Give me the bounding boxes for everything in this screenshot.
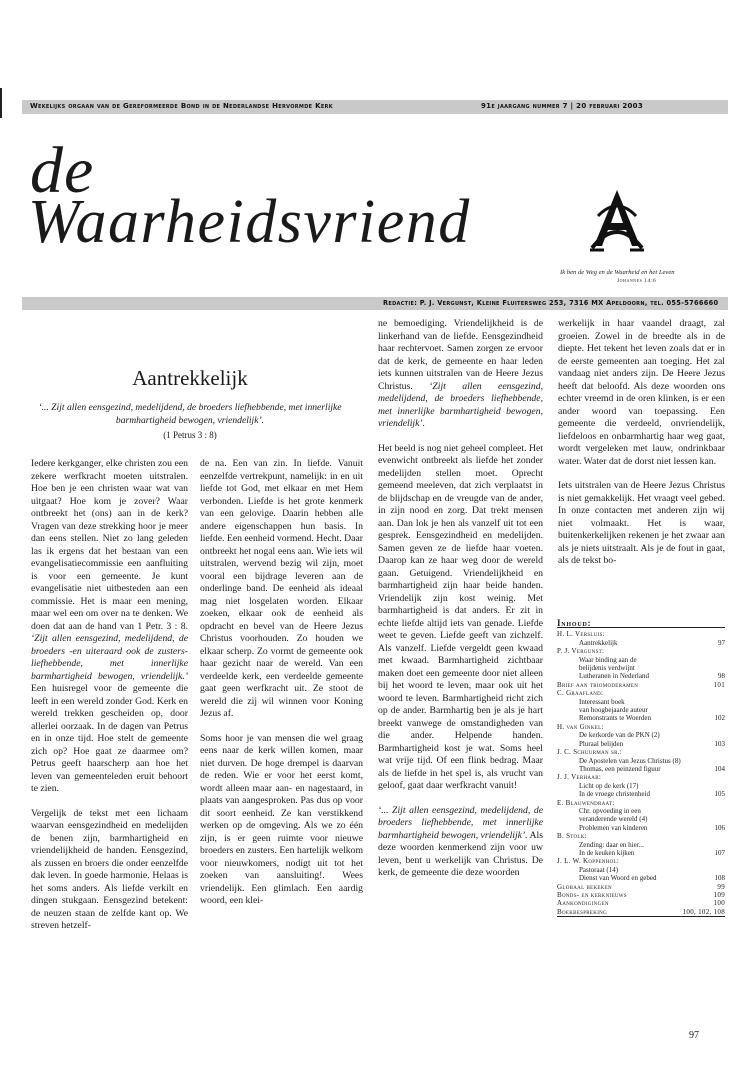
toc-entry-text: Lutheranen in Nederland: [579, 672, 649, 681]
page-edge-mark: [0, 88, 2, 118]
toc-entry-text: veranderende wereld (4): [579, 815, 648, 824]
toc-entry: [557, 757, 725, 765]
toc-entry: [557, 639, 725, 647]
toc-entry-text: P. J. Vergunst:: [557, 647, 605, 656]
quote-run: ‘... Zijt allen eensgezind, medelijdend, de broeders liefhebbende, met innerlijke barmhartigheid bewogen, vriendelijk’.: [378, 804, 543, 841]
toc-entry-text: H. L. Versluis:: [557, 630, 605, 639]
header-organ: Wekelijks orgaan van de Gereformeerde Bond in de Nederlandse Hervormde Kerk: [30, 102, 333, 110]
article-quote: [31, 401, 349, 427]
toc-entry-text: Thomas, een peinzend figuur: [579, 764, 661, 773]
toc-bottom-rule: [557, 916, 725, 917]
toc-entry-text: Brief aan triomoderamen: [557, 680, 639, 689]
toc-entry: [557, 824, 725, 832]
toc-entry: [557, 782, 725, 790]
toc-entry-page: 103: [714, 739, 725, 748]
masthead-motto-ref: Johannes 14:6: [617, 278, 657, 284]
article-column-3: [378, 318, 543, 880]
toc-section: [557, 899, 725, 907]
page-number: 97: [689, 1030, 699, 1041]
paragraph: [378, 805, 543, 880]
masthead-motto: Ik ben de Weg en de Waarheid en het Leven: [560, 269, 675, 276]
toc-entry-text: Pastoraat (14): [579, 865, 619, 874]
toc-entry-text: In de keuken kijken: [579, 848, 635, 857]
toc-entry-page: 97: [718, 638, 725, 647]
table-of-contents: [557, 619, 725, 917]
toc-section: [557, 647, 725, 655]
article-column-4: [558, 318, 725, 568]
toc-entry: [557, 731, 725, 739]
article-column-1: [31, 458, 188, 933]
toc-list: [557, 630, 725, 916]
toc-entry-text: Interessant boek: [579, 697, 625, 706]
toc-section: [557, 748, 725, 756]
toc-entry-text: van hoogbejaarde auteur: [579, 706, 648, 715]
toc-section: [557, 832, 725, 840]
editorial-address: Redactie: P. J. Vergunst, Kleine Fluitersweg 253, 7316 MX Apeldoorn, tel. 055-5766660: [383, 299, 719, 307]
article-title: Aantrekkelijk: [132, 366, 248, 390]
toc-entry: [557, 807, 725, 815]
toc-entry: [557, 841, 725, 849]
toc-entry: [557, 656, 725, 664]
text-run: Als deze woorden kenmerkend zijn voor uw leven, bent u werkelijk van Christus. De kerk, de gemeente die deze woorden: [378, 829, 543, 878]
paragraph: [31, 458, 188, 796]
toc-entry-text: H. van Ginkel:: [557, 722, 604, 731]
text-run: Iedere kerkganger, elke christen zou een zekere werfkracht moeten uitstralen. Hoe ben je een christen waar wat van uitgaat? Hoe kom je zover? Waar ontbreekt het (ons) aan in de kerk? Vragen van deze strekking hoor je meer dan eens stellen. Niet zo lang geleden las ik ergens dat het bestaan van een evangelisatiecommissie een aanfluiting is voor een gemeente. Je kunt evangelisatie niet uitbesteden aan een commissie. Het is maar een mening, maar wel een om over na te denken. We doen dat aan de hand van 1 Petr. 3 : 8.: [31, 458, 188, 632]
toc-section: [557, 630, 725, 638]
toc-heading: Inhoud:: [557, 619, 725, 628]
toc-entry-text: B. Stolk:: [557, 832, 587, 841]
toc-entry-page: 106: [714, 823, 725, 832]
toc-section: [557, 883, 725, 891]
toc-entry-page: 100, 102, 108: [682, 907, 725, 916]
paragraph: Vergelijk de tekst met een lichaam waarvan eensgezindheid en medelijden de benen zijn, barmhartigheid en vriendelijkheid de handen. Eensgezind, als zussen en broers die onder eenzelfde dak leven. In goede harmonie. Helaas is het soms anders. Als liefde verkilt en dingen stukgaan. Eensgezind betekent: de neuzen staan de zelfde kant op. We streven hetzelf-: [31, 807, 188, 931]
masthead-title: Waarheidsvriend: [28, 188, 471, 256]
toc-entry-text: Boekbespreking: [557, 907, 607, 916]
toc-section: [557, 681, 725, 689]
toc-entry-page: 98: [718, 672, 725, 681]
toc-entry-page: 101: [713, 680, 725, 689]
toc-entry-page: 104: [714, 764, 725, 773]
toc-entry-text: Zending: daar en hier...: [579, 840, 644, 849]
toc-entry-text: E. Blauwendraat:: [557, 798, 615, 807]
toc-section: [557, 799, 725, 807]
toc-entry: [557, 874, 725, 882]
paragraph: Soms hoor je van mensen die wel graag eens naar de kerk willen komen, maar niet durven. De hoge drempel is daarvan de reden. Wie er voor het eerst komt, wordt alleen maar aan- en nagestaard, in plaats van aangesproken. Pas dus op voor dit soort eenheid. Ze kan verstikkend werken op de omgeving. Als we zo één zijn, is er geen ruimte voor nieuwe broeders en zusters. Een hartelijk welkom voor nieuwkomers, nodigt uit tot het zoeken van aansluiting!. Wees vriendelijk. Een glimlach. Een aardig woord, een klei-: [200, 732, 363, 906]
paragraph: Iets uitstralen van de Heere Jezus Christus is niet gemakkelijk. Het vraagt veel gebed. In onze contacten met anderen zijn wij niet volmaakt. Het is waar, buitenkerkelijken rekenen je het zwaar aan als je niets uitstraalt. Als je de fout in gaat, als de tekst bo-: [558, 480, 725, 566]
toc-entry: [557, 790, 725, 798]
toc-section: [557, 773, 725, 781]
toc-section: [557, 908, 725, 916]
masthead-de: de: [30, 134, 95, 207]
toc-entry-text: Aankondigingen: [557, 899, 609, 908]
paragraph: Het beeld is nog niet geheel compleet. Het evenwicht ontbreekt als liefde het zonder medelijden stellen moet. Oprecht gemeend meeleven, dat zich verplaatst in de blijdschap en de vreugde van de ander, in zijn nood en zorg. Dat trekt mensen aan. Dan lok je hen als vanzelf uit tot een gesprek. Eensgezindheid en medelijden. Samen geven ze de liefde haar voeten. Daarop kan ze haar weg door de wereld gaan. Getuigend. Vriendelijkheid en barmhartigheid zijn haar beide handen. Vriendelijk zijn kost weinig. Met barmhartigheid is dat anders. Er zit in echte liefde altijd iets van genade. Liefde weet te geven. Liefde geeft van zichzelf. Als vanzelf. Liefde vergeldt geen kwaad met kwaad. Barmhartigheid zichtbaar maken doet een gemeente door niet alleen bij het woord te leven, maar ook uit het woord te leven. Barmhartigheid richt zich op de ander. Barmhartig ben je als je hart breekt vanwege de omstandigheden van die ander. Helpende handen. Barmhartigheid kost je wat. Soms heel wat vrije tijd. Of een flink bedrag. Maar als de liefde in het spel is, als vrucht van geloof, gaat daar werfkracht vanuit!: [378, 442, 543, 791]
toc-entry-text: Waar binding aan de: [579, 655, 637, 664]
paragraph: [378, 318, 543, 431]
toc-section: [557, 723, 725, 731]
toc-entry-text: Pluraal belijden: [579, 739, 624, 748]
toc-entry: [557, 706, 725, 714]
toc-entry-text: In de vroege christenheid: [579, 790, 650, 799]
toc-entry: [557, 740, 725, 748]
paragraph: werkelijk in haar vaandel draagt, zal groeien. Zowel in de breedte als in de diepte. Het tekent het leven zoals dat er in de eerste gemeenten aan toeging. Het zal vandaag niet anders zijn. De Heere Jezus heeft dat beloofd. Als deze woorden ons echter vreemd in de oren klinken, is er een ander woord van toepassing. Een gemeente die verdeeld, onvriendelijk, liefdeloos en onbarmhartig haar weg gaat, wordt vergeleken met lauw, ondrinkbaar water. Water dat de dorst niet lessen kan.: [558, 318, 725, 467]
toc-entry-text: Aantrekkelijk: [579, 638, 618, 647]
toc-entry: [557, 714, 725, 722]
toc-section: [557, 689, 725, 697]
toc-entry: [557, 664, 725, 672]
toc-entry-text: Problemen van kinderen: [579, 823, 648, 832]
article-quote-line1: ‘... Zijt allen eensgezind, medelijdend, de broeders liefhebbende, met innerlijke: [38, 402, 342, 413]
text-run: ne bemoediging. Vriendelijkheid is de linkerhand van de liefde. Eensgezindheid haar rechtervoet. Samen zorgen ze ervoor dat de kerk, de gemeente en haar leden iets kunnen uitstralen van de Heere Jezus Christus.: [378, 318, 543, 392]
toc-entry: [557, 815, 725, 823]
alpha-omega-logo: [586, 186, 648, 256]
quote-run: ‘Zijt allen eensgezind, medelijdend, de broeders -en uiteraard ook de zusters- liefhebbende, met innerlijke barmhartigheid bewogen, vriendelijk.’: [31, 633, 188, 682]
toc-entry-text: Chr. opvoeding in een: [579, 806, 641, 815]
toc-entry-text: C. Graafland:: [557, 689, 604, 698]
toc-section: [557, 857, 725, 865]
toc-entry: [557, 866, 725, 874]
toc-entry-page: 108: [714, 874, 725, 883]
toc-entry-text: Dienst van Woord en gebed: [579, 874, 657, 883]
toc-entry: [557, 765, 725, 773]
toc-entry-page: 102: [714, 714, 725, 723]
toc-entry-page: 105: [714, 790, 725, 799]
toc-entry-page: 107: [714, 848, 725, 857]
text-run: Een huisregel voor de gemeente die leeft in een wereld zonder God. Kerk en wereld trekken gescheiden op, door allerlei oorzaak. In de dagen van Petrus en in onze tijd. Hoe stelt de gemeente zich op? Hoe gaat ze daarmee om? Petrus geeft haarscherp aan hoe het leven van gemeenteleden eruit behoort te zien.: [31, 683, 188, 794]
toc-entry-text: J. L. W. Koppenhol:: [557, 857, 620, 866]
toc-entry-page: 99: [717, 882, 725, 891]
toc-entry-page: 109: [713, 891, 725, 899]
toc-entry-text: belijdenis verdwijnt: [579, 664, 635, 673]
article-quote-line2: barmhartigheid bewogen, vriendelijk’.: [115, 415, 265, 426]
toc-entry-text: J. J. Verhaar:: [557, 773, 602, 782]
toc-entry-text: De Apostelen van Jezus Christus (8): [579, 756, 681, 765]
toc-entry-text: J. C. Schuurman sr.:: [557, 748, 623, 757]
article-quote-ref: (1 Petrus 3 : 8): [163, 430, 217, 440]
toc-entry-text: Bonds- en kerknieuws: [557, 891, 627, 899]
toc-entry-text: De kerkorde van de PKN (2): [579, 731, 660, 740]
toc-entry-text: Globaal bekeken: [557, 882, 612, 891]
toc-entry-text: Licht op de kerk (17): [579, 781, 639, 790]
paragraph: de na. Een van zin. In liefde. Vanuit eenzelfde vertrekpunt, namelijk: in en uit liefde tot God, met elkaar en met Hem verbonden. Liefde is het grote kenmerk van een gelovige. Daarin hebben alle andere eigenschappen hun basis. In liefde. Een eenheid vormend. Hecht. Daar ontbreekt het nogal eens aan. Wie iets wil uitstralen, wervend bezig wil zijn, moet vooral een bijdrage leveren aan de onderlinge band. De eenheid als ideaal mag niet losgelaten worden. Elkaar zoeken, elkaar ook de eenheid als opdracht en bevel van de Heere Jezus Christus voorhouden. Zo houden we elkaar scherp. Zo vormt de gemeente ook haar gezicht naar de wereld. Van een verdeelde kerk, een verdeelde gemeente gaat geen werfkracht uit. Ze stoot de wereld die zij wil winnen voor Koning Jezus af.: [200, 458, 363, 719]
header-issue: 91e jaargang nummer 7 | 20 februari 2003: [481, 102, 644, 110]
toc-entry-page: 100: [713, 899, 725, 908]
toc-section: [557, 891, 725, 899]
toc-entry: [557, 849, 725, 857]
toc-entry: [557, 672, 725, 680]
toc-entry: [557, 698, 725, 706]
quote-run: ‘Zijt allen eensgezind, medelijdend, de broeders liefhebbende, met innerlijke barmhartigheid bewogen, vriendelijk’.: [378, 380, 543, 429]
article-column-2: [200, 458, 363, 908]
toc-entry-text: Remonstrants te Woerden: [579, 714, 652, 723]
